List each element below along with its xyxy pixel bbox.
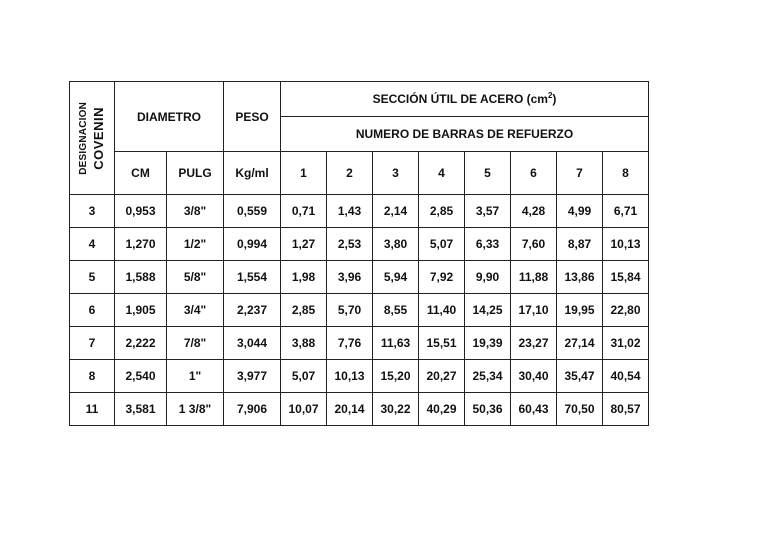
area-cell: 30,22: [373, 393, 419, 426]
cm-cell: 2,222: [115, 327, 167, 360]
area-cell: 14,25: [465, 294, 511, 327]
seccion-util-header: [281, 82, 649, 117]
peso-cell: 0,994: [224, 228, 281, 261]
area-cell: 9,90: [465, 261, 511, 294]
area-cell: 3,96: [327, 261, 373, 294]
area-cell: 5,94: [373, 261, 419, 294]
area-cell: 6,71: [603, 195, 649, 228]
area-cell: 11,88: [511, 261, 557, 294]
area-cell: 11,40: [419, 294, 465, 327]
bar-count-header: 2: [327, 152, 373, 195]
area-cell: 7,60: [511, 228, 557, 261]
area-cell: 40,54: [603, 360, 649, 393]
area-cell: 25,34: [465, 360, 511, 393]
pulg-cell: 7/8": [167, 327, 224, 360]
area-cell: 2,53: [327, 228, 373, 261]
pulg-cell: 5/8": [167, 261, 224, 294]
pulg-cell: 3/4": [167, 294, 224, 327]
area-cell: 3,88: [281, 327, 327, 360]
area-cell: 6,33: [465, 228, 511, 261]
area-cell: 2,85: [419, 195, 465, 228]
table-row: [70, 261, 649, 294]
area-cell: 5,70: [327, 294, 373, 327]
designacion-covenin-header: [70, 82, 115, 195]
peso-cell: 0,559: [224, 195, 281, 228]
area-cell: 15,20: [373, 360, 419, 393]
covenin-label: COVENIN: [91, 106, 106, 170]
seccion-util-suffix: ): [552, 92, 557, 106]
bar-count-header: 6: [511, 152, 557, 195]
designacion-cell: 11: [70, 393, 115, 426]
area-cell: 2,14: [373, 195, 419, 228]
peso-unit-header: Kg/ml: [224, 152, 281, 195]
area-cell: 2,85: [281, 294, 327, 327]
area-cell: 10,13: [327, 360, 373, 393]
area-cell: 3,57: [465, 195, 511, 228]
area-cell: 1,27: [281, 228, 327, 261]
area-cell: 22,80: [603, 294, 649, 327]
area-cell: 19,39: [465, 327, 511, 360]
area-cell: 3,80: [373, 228, 419, 261]
area-cell: 5,07: [419, 228, 465, 261]
pulg-cell: 1 3/8": [167, 393, 224, 426]
area-cell: 4,28: [511, 195, 557, 228]
area-cell: 20,14: [327, 393, 373, 426]
area-cell: 11,63: [373, 327, 419, 360]
table-row: [70, 228, 649, 261]
cm-cell: 0,953: [115, 195, 167, 228]
peso-cell: 3,977: [224, 360, 281, 393]
area-cell: 1,98: [281, 261, 327, 294]
area-cell: 60,43: [511, 393, 557, 426]
table-row: [70, 360, 649, 393]
area-cell: 15,51: [419, 327, 465, 360]
area-cell: 0,71: [281, 195, 327, 228]
area-cell: 7,76: [327, 327, 373, 360]
designacion-cell: 4: [70, 228, 115, 261]
peso-cell: 2,237: [224, 294, 281, 327]
header-row-sub: [70, 152, 649, 195]
cm-cell: 1,270: [115, 228, 167, 261]
area-cell: 10,13: [603, 228, 649, 261]
table-row: [70, 393, 649, 426]
table-body: [70, 195, 649, 426]
designacion-cell: 5: [70, 261, 115, 294]
area-cell: 15,84: [603, 261, 649, 294]
area-cell: 19,95: [557, 294, 603, 327]
header-row-top: [70, 82, 649, 117]
bar-count-header: 5: [465, 152, 511, 195]
bar-count-header: 7: [557, 152, 603, 195]
area-cell: 8,55: [373, 294, 419, 327]
table-row: [70, 195, 649, 228]
cm-cell: 3,581: [115, 393, 167, 426]
area-cell: 4,99: [557, 195, 603, 228]
cm-cell: 1,905: [115, 294, 167, 327]
peso-cell: 1,554: [224, 261, 281, 294]
pulg-cell: 1/2": [167, 228, 224, 261]
numero-barras-header: NUMERO DE BARRAS DE REFUERZO: [281, 117, 649, 152]
area-cell: 1,43: [327, 195, 373, 228]
bar-count-header: 8: [603, 152, 649, 195]
designacion-cell: 7: [70, 327, 115, 360]
area-cell: 8,87: [557, 228, 603, 261]
diametro-header: DIAMETRO: [115, 82, 224, 152]
area-cell: 35,47: [557, 360, 603, 393]
designacion-cell: 3: [70, 195, 115, 228]
cm-cell: 1,588: [115, 261, 167, 294]
area-cell: 27,14: [557, 327, 603, 360]
seccion-util-text: SECCIÓN ÚTIL DE ACERO (cm: [372, 92, 548, 106]
seccion-util-exponent: 2: [547, 91, 553, 100]
area-cell: 23,27: [511, 327, 557, 360]
rebar-section-table: [69, 81, 649, 426]
designacion-cell: 8: [70, 360, 115, 393]
area-cell: 5,07: [281, 360, 327, 393]
area-cell: 13,86: [557, 261, 603, 294]
bar-count-header: 3: [373, 152, 419, 195]
area-cell: 80,57: [603, 393, 649, 426]
peso-cell: 3,044: [224, 327, 281, 360]
bar-count-header: 4: [419, 152, 465, 195]
pulg-header: PULG: [167, 152, 224, 195]
pulg-cell: 3/8": [167, 195, 224, 228]
area-cell: 40,29: [419, 393, 465, 426]
cm-cell: 2,540: [115, 360, 167, 393]
designacion-cell: 6: [70, 294, 115, 327]
designacion-label: DESIGNACION: [78, 101, 89, 175]
area-cell: 30,40: [511, 360, 557, 393]
cm-header: CM: [115, 152, 167, 195]
area-cell: 10,07: [281, 393, 327, 426]
peso-header: PESO: [224, 82, 281, 152]
bar-count-header: 1: [281, 152, 327, 195]
table-row: [70, 294, 649, 327]
area-cell: 31,02: [603, 327, 649, 360]
pulg-cell: 1": [167, 360, 224, 393]
area-cell: 50,36: [465, 393, 511, 426]
peso-cell: 7,906: [224, 393, 281, 426]
table-row: [70, 327, 649, 360]
area-cell: 20,27: [419, 360, 465, 393]
area-cell: 70,50: [557, 393, 603, 426]
area-cell: 17,10: [511, 294, 557, 327]
area-cell: 7,92: [419, 261, 465, 294]
